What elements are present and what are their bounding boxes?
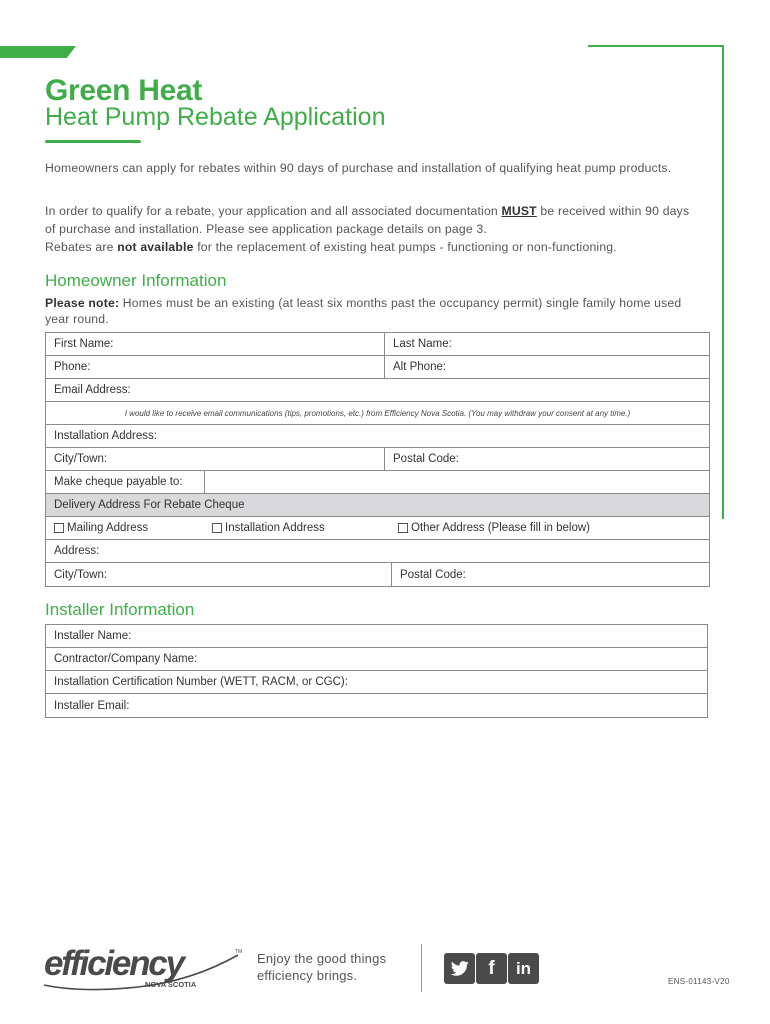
form-row (46, 563, 709, 586)
checkbox-icon[interactable] (212, 523, 222, 533)
note-label: Please note: (45, 296, 120, 310)
twitter-bird-icon (451, 961, 469, 976)
form-row (46, 625, 707, 648)
other-address-checkbox[interactable] (390, 517, 598, 539)
intro-paragraph-2 (45, 202, 695, 256)
alt-phone-field[interactable]: Alt Phone: (393, 361, 447, 373)
linkedin-icon[interactable]: in (508, 953, 539, 984)
city-field[interactable]: City/Town: (46, 448, 385, 470)
form-row (46, 333, 709, 356)
installation-address-field[interactable]: Installation Address: (54, 430, 157, 442)
page-subtitle: Heat Pump Rebate Application (45, 103, 386, 131)
twitter-icon[interactable] (444, 953, 475, 984)
page-title: Green Heat (45, 74, 203, 107)
logo-trademark: TM (235, 949, 243, 955)
must-emphasis: MUST (501, 204, 537, 218)
checkbox-label: Mailing Address (67, 522, 149, 534)
frame-line-top (588, 45, 724, 47)
postal-code-field[interactable]: Postal Code: (393, 453, 459, 465)
intro-text: Rebates are (45, 240, 118, 254)
form-row (46, 694, 707, 717)
cheque-payable-field[interactable] (205, 471, 221, 493)
homeowner-heading: Homeowner Information (45, 271, 227, 290)
form-row (46, 471, 709, 494)
homeowner-note (45, 295, 705, 327)
consent-text: I would like to receive email communications (tips, promotions, etc.) from Efficiency Nova Scotia. (You may withdraw your consent at any time.) (124, 408, 631, 418)
delivery-options-row (46, 517, 709, 540)
checkbox-label: Other Address (Please fill in below) (411, 522, 590, 534)
address-field[interactable]: Address: (54, 545, 100, 557)
corner-accent-left (0, 46, 76, 58)
frame-line-right (722, 45, 724, 519)
company-name-field[interactable]: Contractor/Company Name: (54, 653, 198, 665)
not-available-emphasis: not available (117, 240, 194, 254)
installer-form (45, 624, 708, 718)
checkbox-icon[interactable] (54, 523, 64, 533)
installer-heading: Installer Information (45, 600, 195, 619)
note-text: Homes must be an existing (at least six months past the occupancy permit) single family home used year round. (45, 296, 682, 326)
delivery-heading: Delivery Address For Rebate Cheque (54, 499, 245, 511)
logo-nova-scotia: NOVA SCOTIA (145, 980, 197, 989)
title-underline (45, 140, 141, 143)
phone-field[interactable]: Phone: (46, 356, 385, 378)
form-row (46, 671, 707, 694)
form-row (46, 356, 709, 379)
certification-number-field[interactable]: Installation Certification Number (WETT, RACM, or CGC): (54, 676, 348, 688)
facebook-icon[interactable]: f (476, 953, 507, 984)
first-name-field[interactable]: First Name: (46, 333, 385, 355)
form-row (46, 648, 707, 671)
efficiency-nova-scotia-logo (42, 941, 252, 991)
installer-name-field[interactable]: Installer Name: (54, 630, 132, 642)
footer-tagline: Enjoy the good things efficiency brings. (257, 951, 387, 983)
delivery-city-field[interactable]: City/Town: (46, 563, 392, 586)
email-field[interactable]: Email Address: (54, 384, 131, 396)
intro-text: for the replacement of existing heat pumps - functioning or non-functioning. (193, 240, 617, 254)
intro-text: In order to qualify for a rebate, your application and all associated documentation (45, 204, 502, 218)
cheque-payable-label: Make cheque payable to: (46, 471, 205, 493)
delivery-header-row (46, 494, 709, 517)
delivery-postal-code-field[interactable]: Postal Code: (400, 568, 466, 581)
checkbox-label: Installation Address (225, 522, 325, 534)
form-code: ENS-01143-V20 (668, 977, 730, 986)
intro-text: be received within 90 days of purchase and installation. Please see application package details on page 3. (45, 204, 690, 236)
intro-paragraph-1: Homeowners can apply for rebates within 90 days of purchase and installation of qualifying heat pump products. (45, 161, 672, 175)
last-name-field[interactable]: Last Name: (393, 338, 452, 350)
footer-divider (421, 944, 422, 992)
form-row (46, 425, 709, 448)
homeowner-form (45, 332, 710, 587)
form-row (46, 448, 709, 471)
checkbox-icon[interactable] (398, 523, 408, 533)
installer-email-field[interactable]: Installer Email: (54, 699, 130, 712)
installation-address-checkbox[interactable] (204, 517, 390, 539)
mailing-address-checkbox[interactable] (46, 517, 204, 539)
consent-row[interactable] (46, 402, 709, 425)
logo-wordmark: efficiency (44, 944, 183, 983)
form-row (46, 540, 709, 563)
form-row (46, 379, 709, 402)
